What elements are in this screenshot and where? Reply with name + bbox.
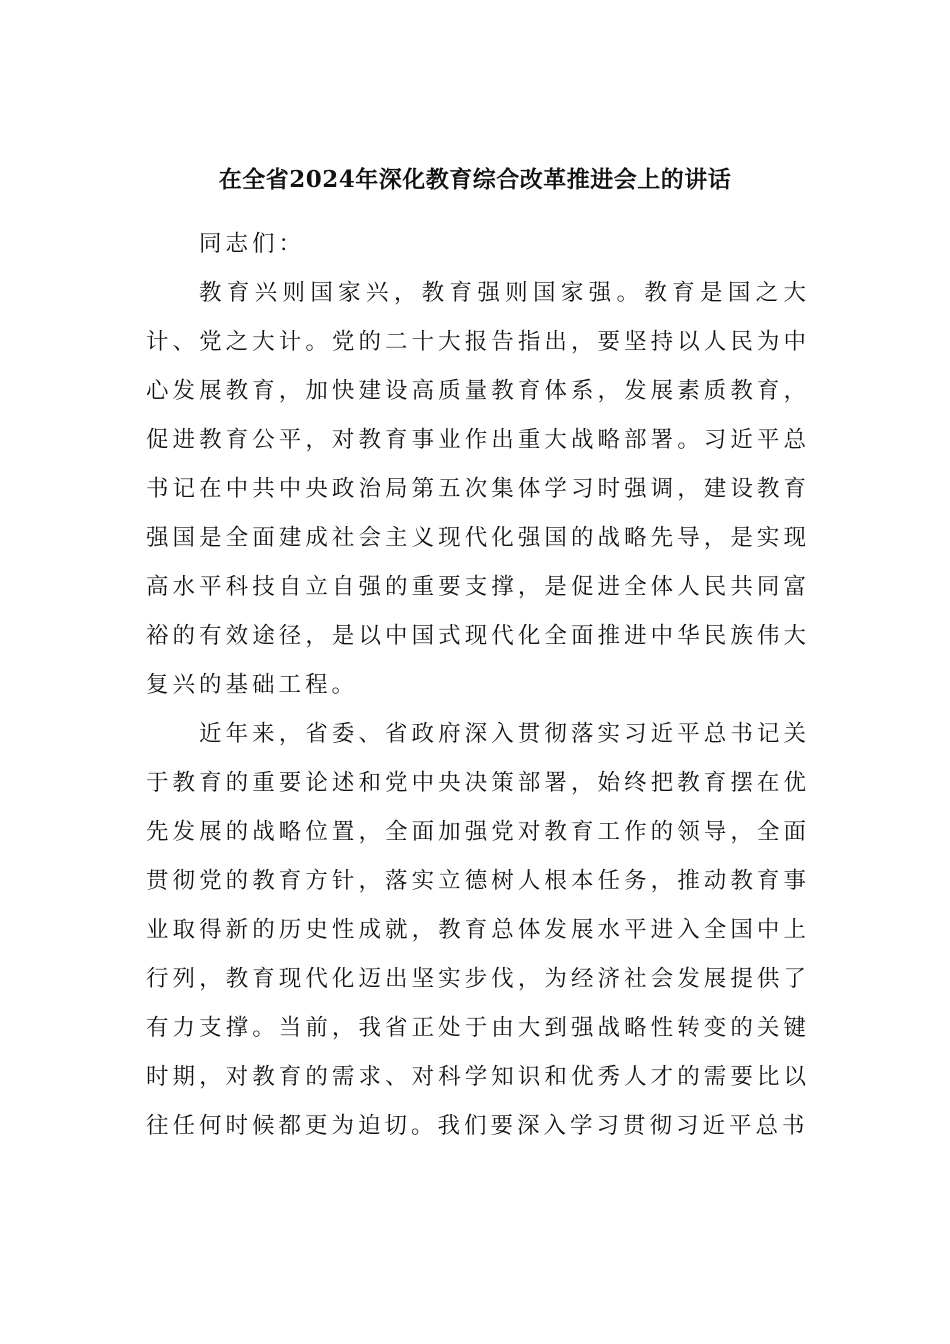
document-title: 在全省2024年深化教育综合改革推进会上的讲话 [218,166,732,193]
paragraph: 教育兴则国家兴，教育强则国家强。教育是国之大计、党之大计。党的二十大报告指出，要坚持以人民为中心发展教育，加快建设高质量教育体系，发展素质教育，促进教育公平，对教育事业作出重大战略部署。习近平总书记在中共中央政治局第五次集体学习时强调，建设教育强国是全面建成社会主义现代化强国的战略先导，是实现高水平科技自立自强的重要支撑，是促进全体人民共同富裕的有效途径，是以中国式现代化全面推进中华民族伟大复兴的基础工程。 [146,280,810,698]
paragraph: 近年来，省委、省政府深入贯彻落实习近平总书记关于教育的重要论述和党中央决策部署，始终把教育摆在优先发展的战略位置，全面加强党对教育工作的领导，全面贯彻党的教育方针，落实立德树人根本任务，推动教育事业取得新的历史性成就，教育总体发展水平进入全国中上行列，教育现代化迈出坚实步伐，为经济社会发展提供了有力支撑。当前，我省正处于由大到强战略性转变的关键时期，对教育的需求、对科学知识和优秀人才的需要比以往任何时候都更为迫切。我们要深入学习贯彻习近平总书 [146,721,810,1139]
document-body [146,220,810,1151]
salutation: 同志们： [199,231,306,257]
